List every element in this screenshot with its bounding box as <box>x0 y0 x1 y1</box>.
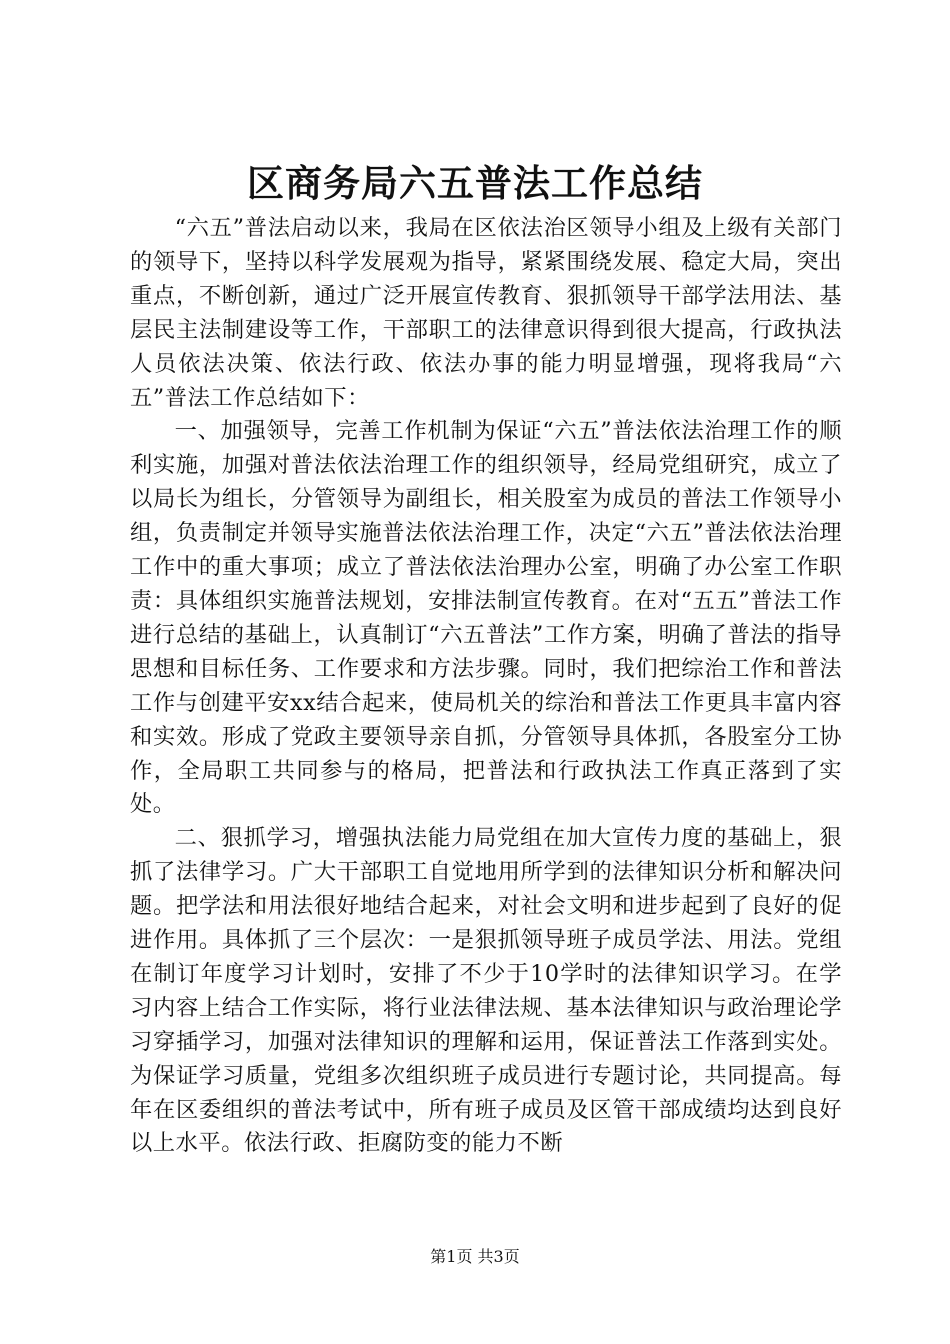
document-title: 区商务局六五普法工作总结 <box>247 161 703 205</box>
paragraph-section-2: 二、狠抓学习，增强执法能力局党组在加大宣传力度的基础上，狠抓了法律学习。广大干部职工自觉地用所学到的法律知识分析和解决问题。把学法和用法很好地结合起来，对社会文明和进步起到了良好的促进作用。具体抓了三个层次：一是狠抓领导班子成员学法、用法。党组在制订年度学习计划时，安排了不少于10学时的法律知识学习。在学习内容上结合工作实际，将行业法律法规、基本法律知识与政治理论学习穿插学习，加强对法律知识的理解和运用，保证普法工作落到实处。为保证学习质量，党组多次组织班子成员进行专题讨论，共同提高。每年在区委组织的普法考试中，所有班子成员及区管干部成绩均达到良好以上水平。依法行政、拒腐防变的能力不断 <box>130 825 842 1157</box>
paragraph-intro: “六五”普法启动以来，我局在区依法治区领导小组及上级有关部门的领导下，坚持以科学发展观为指导，紧紧围绕发展、稳定大局，突出重点，不断创新，通过广泛开展宣传教育、狠抓领导干部学法用法、基层民主法制建设等工作，干部职工的法律意识得到很大提高，行政执法人员依法决策、依法行政、依法办事的能力明显增强，现将我局“六五”普法工作总结如下： <box>130 215 842 411</box>
paragraph-section-1: 一、加强领导，完善工作机制为保证“六五”普法依法治理工作的顺利实施，加强对普法依法治理工作的组织领导，经局党组研究，成立了以局长为组长，分管领导为副组长，相关股室为成员的普法工作领导小组，负责制定并领导实施普法依法治理工作，决定“六五”普法依法治理工作中的重大事项；成立了普法依法治理办公室，明确了办公室工作职责：具体组织实施普法规划，安排法制宣传教育。在对“五五”普法工作进行总结的基础上，认真制订“六五普法”工作方案，明确了普法的指导思想和目标任务、工作要求和方法步骤。同时，我们把综治工作和普法工作与创建平安xx结合起来，使局机关的综治和普法工作更具丰富内容和实效。形成了党政主要领导亲自抓，分管领导具体抓，各股室分工协作，全局职工共同参与的格局，把普法和行政执法工作真正落到了实处。 <box>130 418 842 818</box>
page-number-footer: 第1页 共3页 <box>430 1247 520 1266</box>
document-body <box>130 212 842 1161</box>
